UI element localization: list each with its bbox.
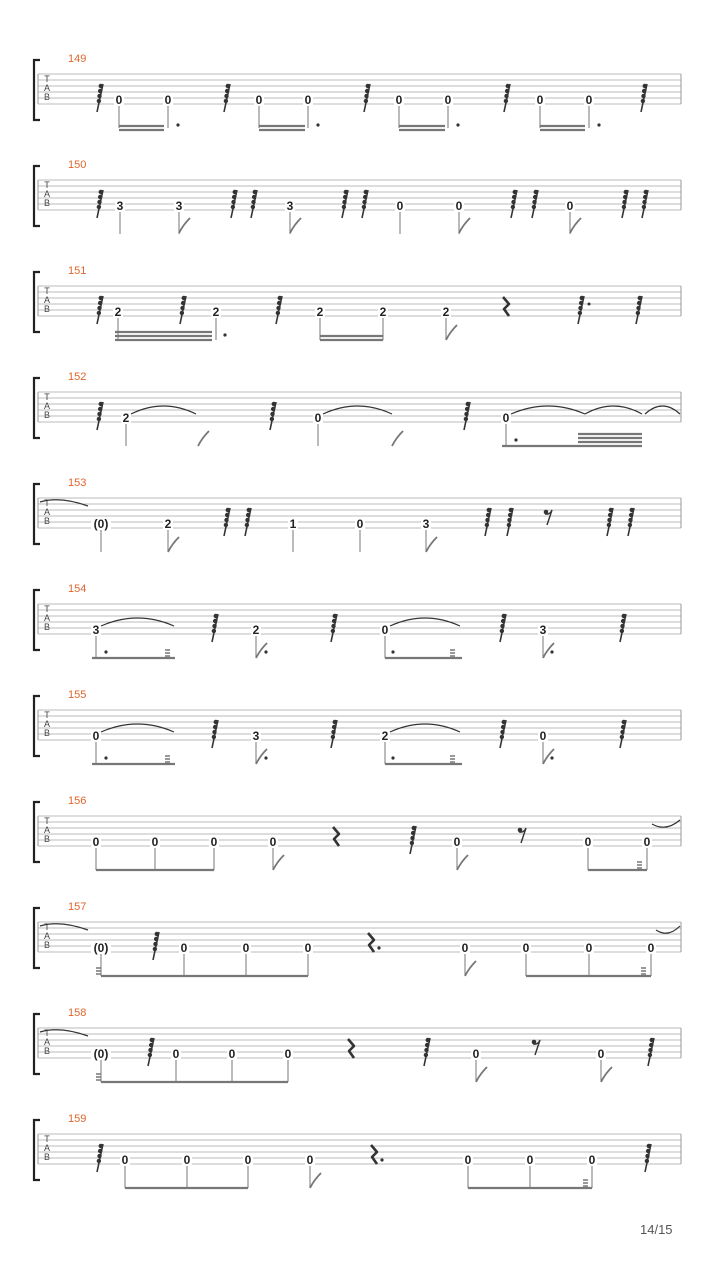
augmentation-dot xyxy=(104,650,107,653)
tab-clef-letter: T xyxy=(44,392,50,402)
fret-number: 0 xyxy=(242,941,250,955)
tab-clef-letter: A xyxy=(43,401,51,411)
tab-clef-letter: T xyxy=(44,710,50,720)
system-bracket xyxy=(34,908,40,968)
tab-clef-letter: T xyxy=(44,922,50,932)
tab-clef-letter: T xyxy=(44,180,50,190)
fret-number: 3 xyxy=(175,199,183,213)
note-flag xyxy=(426,537,437,552)
system-bracket xyxy=(34,484,40,544)
tab-clef-letter: T xyxy=(44,816,50,826)
quarter-rest-mark xyxy=(348,1039,354,1058)
augmentation-dot xyxy=(597,123,600,126)
fret-number: 0 xyxy=(536,93,544,107)
fret-number: 0 xyxy=(210,835,218,849)
system-bracket xyxy=(34,802,40,862)
fret-number: 3 xyxy=(116,199,124,213)
system-bracket xyxy=(34,590,40,650)
fret-number: 0 xyxy=(304,93,312,107)
fret-number: 0 xyxy=(164,93,172,107)
fret-number: 3 xyxy=(252,729,260,743)
fret-number: 0 xyxy=(539,729,547,743)
augmentation-dot xyxy=(391,756,394,759)
fret-number: 0 xyxy=(121,1153,129,1167)
measure-number: 149 xyxy=(68,53,87,65)
page-number: 14/15 xyxy=(640,1222,673,1237)
tab-clef-letter: A xyxy=(43,507,51,517)
tab-system xyxy=(34,265,681,340)
tab-clef-letter: B xyxy=(43,622,51,632)
note-flag xyxy=(168,537,179,552)
measure-number: 157 xyxy=(68,901,87,913)
fret-number: 0 xyxy=(396,199,404,213)
note-flag xyxy=(465,961,476,976)
augmentation-dot xyxy=(550,650,553,653)
fret-number: 0 xyxy=(502,411,510,425)
tab-clef-letter: A xyxy=(43,931,51,941)
measure-number: 150 xyxy=(68,159,87,171)
fret-number: 0 xyxy=(381,623,389,637)
tab-system xyxy=(34,53,681,130)
fret-number: 0 xyxy=(455,199,463,213)
note-flag xyxy=(256,643,267,658)
note-flag xyxy=(256,749,267,764)
augmentation-dot xyxy=(264,756,267,759)
tab-clef-letter: B xyxy=(43,92,51,102)
system-bracket xyxy=(34,60,40,120)
fret-number: 0 xyxy=(461,941,469,955)
fret-number: 0 xyxy=(526,1153,534,1167)
tab-clef-letter: A xyxy=(43,83,51,93)
fret-number: 0 xyxy=(284,1047,292,1061)
note-flag xyxy=(476,1067,487,1082)
note-flag xyxy=(198,431,209,446)
tab-clef-letter: B xyxy=(43,834,51,844)
system-bracket xyxy=(34,696,40,756)
tab-system xyxy=(34,901,681,976)
tab-system xyxy=(34,159,681,234)
tab-clef-letter: A xyxy=(43,1143,51,1153)
fret-number: (0) xyxy=(93,1047,109,1061)
note-flag xyxy=(570,218,581,233)
note-flag xyxy=(310,1173,321,1188)
fret-number: 3 xyxy=(539,623,547,637)
quarter-rest-mark xyxy=(371,1145,384,1164)
system-bracket xyxy=(34,166,40,226)
augmentation-dot xyxy=(104,756,107,759)
fret-number: 0 xyxy=(395,93,403,107)
augmentation-dot xyxy=(514,438,517,441)
fret-number: 0 xyxy=(464,1153,472,1167)
tab-clef-letter: T xyxy=(44,74,50,84)
fret-number: 0 xyxy=(585,93,593,107)
fret-number: 3 xyxy=(422,517,430,531)
tie-arc-outgoing xyxy=(652,820,680,827)
note-flag xyxy=(459,218,470,233)
measure-number: 156 xyxy=(68,795,87,807)
note-flag xyxy=(446,325,457,340)
fret-number: (0) xyxy=(93,517,109,531)
tab-clef-letter: B xyxy=(43,940,51,950)
fret-number: 0 xyxy=(585,941,593,955)
tab-clef-letter: A xyxy=(43,825,51,835)
system-bracket xyxy=(34,1014,40,1074)
fret-number: 0 xyxy=(356,517,364,531)
tab-clef-letter: B xyxy=(43,1046,51,1056)
tab-clef-letter: B xyxy=(43,728,51,738)
tab-system xyxy=(34,1113,681,1188)
tie-arc-outgoing xyxy=(656,926,680,933)
augmentation-dot xyxy=(550,756,553,759)
augmentation-dot xyxy=(391,650,394,653)
fret-number: 0 xyxy=(304,941,312,955)
measure-number: 151 xyxy=(68,265,87,277)
note-flag xyxy=(457,855,468,870)
fret-number: 0 xyxy=(453,835,461,849)
fret-number: 0 xyxy=(306,1153,314,1167)
tab-clef-letter: T xyxy=(44,1134,50,1144)
fret-number: 3 xyxy=(92,623,100,637)
augmentation-dot xyxy=(176,123,179,126)
fret-number: 2 xyxy=(122,411,130,425)
fret-number: 2 xyxy=(316,305,324,319)
tab-clef-letter: B xyxy=(43,410,51,420)
measure-number: 158 xyxy=(68,1007,87,1019)
fret-number: 0 xyxy=(566,199,574,213)
fret-number: 0 xyxy=(269,835,277,849)
tab-clef-letter: B xyxy=(43,1152,51,1162)
eighth-rest-mark xyxy=(532,1040,540,1055)
fret-number: 0 xyxy=(228,1047,236,1061)
measure-number: 159 xyxy=(68,1113,87,1125)
fret-number: 0 xyxy=(584,835,592,849)
fret-number: 0 xyxy=(183,1153,191,1167)
tab-system xyxy=(34,1007,681,1082)
fret-number: 0 xyxy=(92,729,100,743)
fret-number: 2 xyxy=(212,305,220,319)
fret-number: 0 xyxy=(588,1153,596,1167)
fret-number: 2 xyxy=(164,517,172,531)
measure-number: 154 xyxy=(68,583,87,595)
note-flag xyxy=(273,855,284,870)
measure-number: 152 xyxy=(68,371,87,383)
augmentation-dot xyxy=(264,650,267,653)
fret-number: 0 xyxy=(172,1047,180,1061)
tab-clef-letter: T xyxy=(44,286,50,296)
tab-clef-letter: B xyxy=(43,516,51,526)
note-flag xyxy=(290,218,301,233)
quarter-rest-mark xyxy=(368,933,381,952)
fret-number: 0 xyxy=(314,411,322,425)
tab-clef-letter: T xyxy=(44,498,50,508)
fret-number: 0 xyxy=(647,941,655,955)
note-flag xyxy=(392,431,403,446)
fret-number: 0 xyxy=(115,93,123,107)
tab-clef-letter: A xyxy=(43,1037,51,1047)
fret-number: 0 xyxy=(244,1153,252,1167)
quarter-rest-mark xyxy=(503,297,509,316)
measure-number: 155 xyxy=(68,689,87,701)
fret-number: 0 xyxy=(444,93,452,107)
fret-number: 3 xyxy=(286,199,294,213)
fret-number: 0 xyxy=(522,941,530,955)
fret-number: 2 xyxy=(114,305,122,319)
fret-number: 0 xyxy=(92,835,100,849)
tab-clef-letter: A xyxy=(43,189,51,199)
tab-system xyxy=(34,371,681,446)
quarter-rest-mark xyxy=(333,827,339,846)
note-flag xyxy=(601,1067,612,1082)
tab-clef-letter: A xyxy=(43,719,51,729)
system-bracket xyxy=(34,272,40,332)
fret-number: 0 xyxy=(151,835,159,849)
fret-number: 1 xyxy=(289,517,297,531)
tab-clef-letter: B xyxy=(43,304,51,314)
tab-clef-letter: B xyxy=(43,198,51,208)
tab-clef-letter: T xyxy=(44,1028,50,1038)
fret-number: 2 xyxy=(252,623,260,637)
augmentation-dot xyxy=(223,333,226,336)
fret-number: (0) xyxy=(93,941,109,955)
augmentation-dot xyxy=(316,123,319,126)
fret-number: 2 xyxy=(442,305,450,319)
fret-number: 0 xyxy=(180,941,188,955)
system-bracket xyxy=(34,1120,40,1180)
eighth-rest-mark xyxy=(544,510,552,525)
tab-clef-letter: T xyxy=(44,604,50,614)
system-bracket xyxy=(34,378,40,438)
fret-number: 2 xyxy=(381,729,389,743)
tab-system xyxy=(34,795,681,870)
tab-system xyxy=(34,477,681,552)
fret-number: 0 xyxy=(597,1047,605,1061)
fret-number: 0 xyxy=(643,835,651,849)
fret-number: 2 xyxy=(379,305,387,319)
augmentation-dot xyxy=(456,123,459,126)
tab-system xyxy=(34,689,681,764)
tab-system xyxy=(34,583,681,658)
eighth-rest-mark xyxy=(518,828,526,843)
measure-number: 153 xyxy=(68,477,87,489)
note-flag xyxy=(179,218,190,233)
fret-number: 0 xyxy=(255,93,263,107)
fret-number: 0 xyxy=(472,1047,480,1061)
tab-clef-letter: A xyxy=(43,613,51,623)
tab-clef-letter: A xyxy=(43,295,51,305)
